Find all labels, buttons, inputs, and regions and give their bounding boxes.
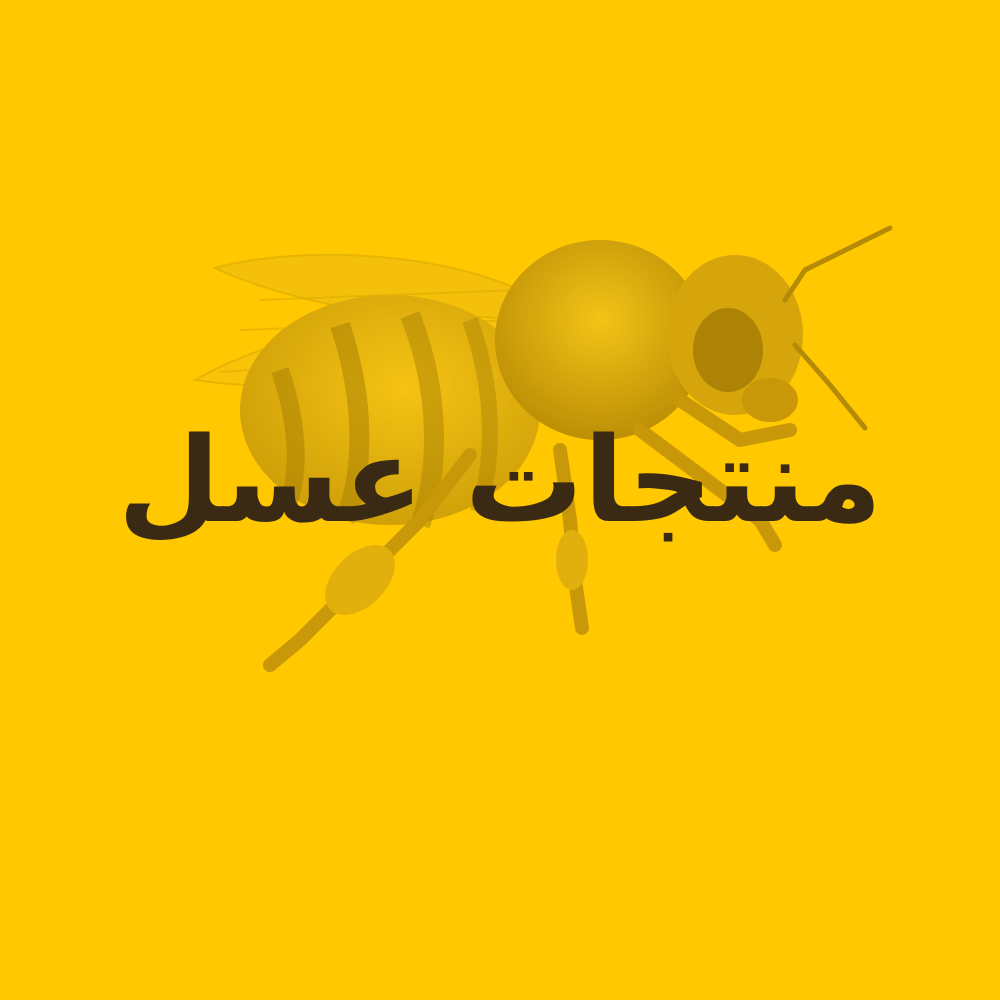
banner-title: منتجات عسل: [117, 411, 883, 549]
